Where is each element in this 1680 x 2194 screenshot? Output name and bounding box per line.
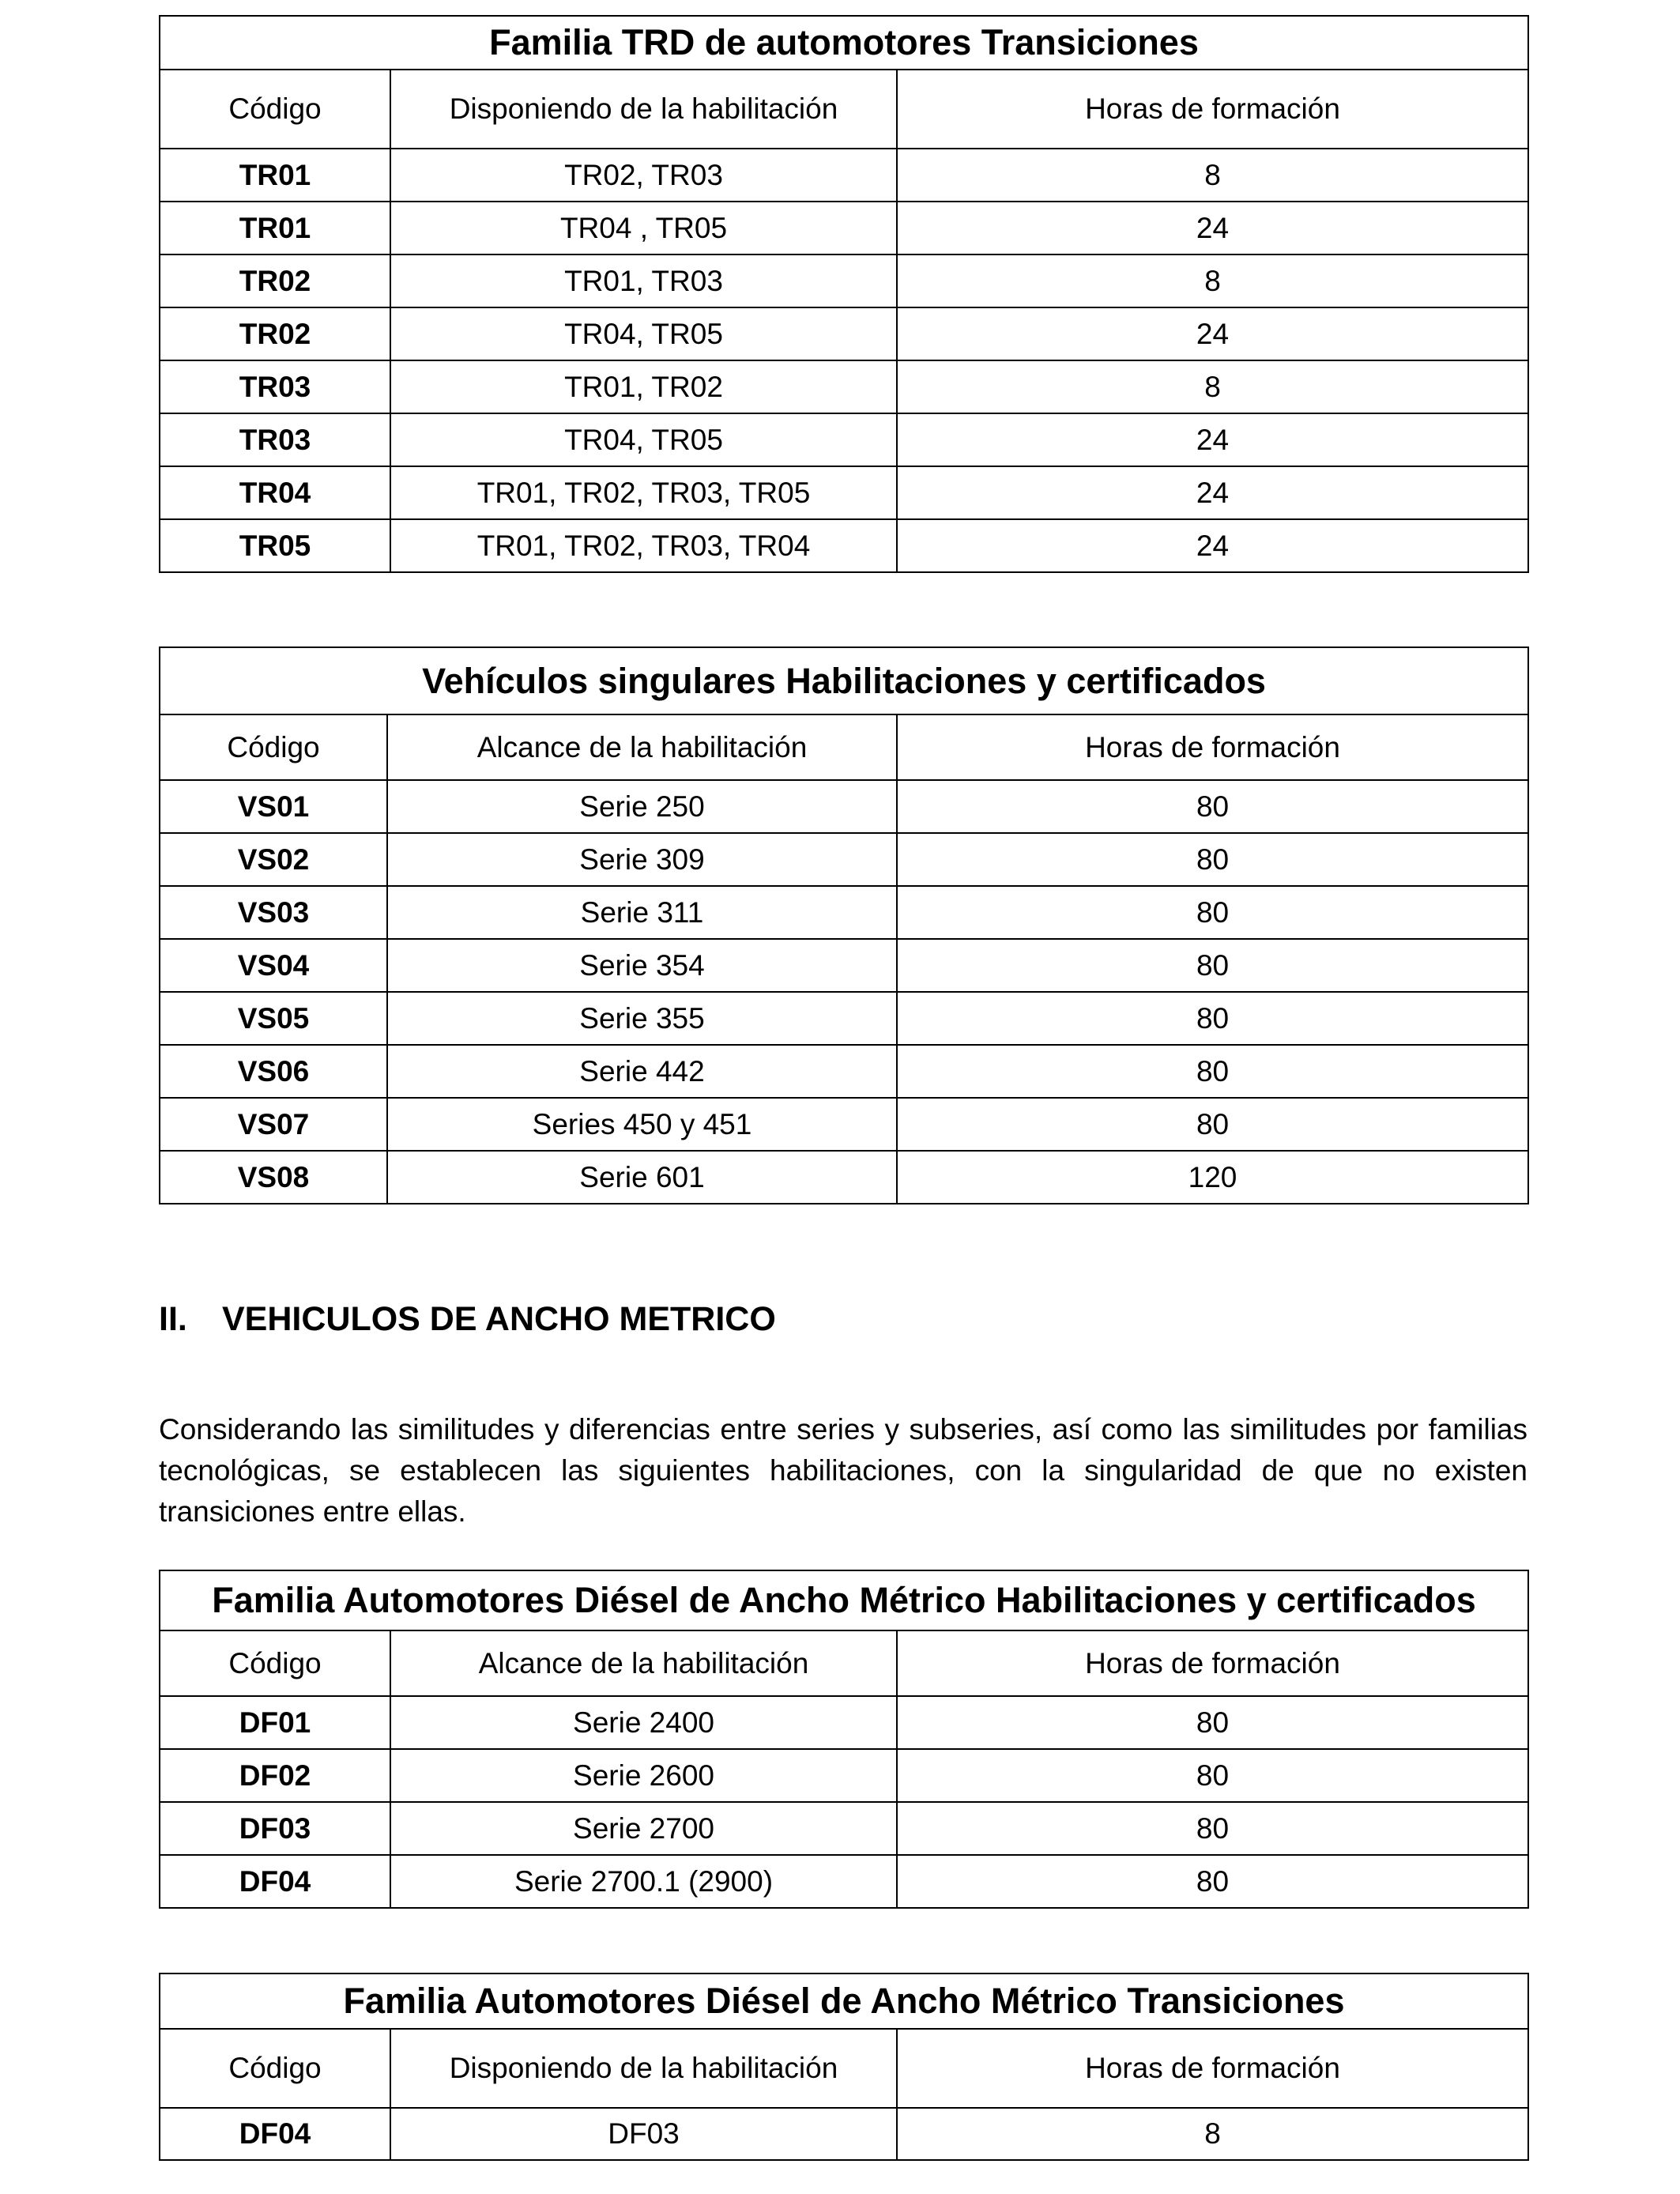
cell-horas: 8 — [897, 254, 1528, 307]
table-row — [160, 202, 1528, 254]
section-heading — [159, 1300, 776, 1339]
cell-alcance: Serie 309 — [387, 833, 897, 886]
table-row — [160, 1696, 1528, 1749]
cell-horas: 80 — [897, 1855, 1528, 1908]
cell-alcance: Serie 355 — [387, 992, 897, 1045]
cell-codigo: DF02 — [160, 1749, 390, 1802]
cell-horas: 80 — [897, 1749, 1528, 1802]
cell-horas: 8 — [897, 2108, 1528, 2160]
column-header-codigo: Código — [160, 70, 390, 149]
cell-codigo: VS06 — [160, 1045, 387, 1098]
cell-habilitacion: TR04, TR05 — [390, 413, 897, 466]
cell-horas: 24 — [897, 307, 1528, 360]
cell-horas: 24 — [897, 202, 1528, 254]
table-row — [160, 307, 1528, 360]
cell-codigo: VS07 — [160, 1098, 387, 1151]
cell-habilitacion: TR01, TR03 — [390, 254, 897, 307]
cell-alcance: Serie 601 — [387, 1151, 897, 1204]
cell-habilitacion: DF03 — [390, 2108, 897, 2160]
cell-codigo: VS05 — [160, 992, 387, 1045]
cell-codigo: VS04 — [160, 939, 387, 992]
cell-codigo: TR03 — [160, 360, 390, 413]
cell-alcance: Serie 442 — [387, 1045, 897, 1098]
cell-codigo: VS02 — [160, 833, 387, 886]
column-header-habilitacion: Disponiendo de la habilitación — [390, 2029, 897, 2108]
cell-alcance: Series 450 y 451 — [387, 1098, 897, 1151]
table-title: Familia Automotores Diésel de Ancho Métrico Transiciones — [160, 1973, 1528, 2029]
cell-horas: 80 — [897, 1045, 1528, 1098]
column-header-horas: Horas de formación — [897, 714, 1528, 780]
cell-alcance: Serie 2700.1 (2900) — [390, 1855, 897, 1908]
table-row — [160, 1749, 1528, 1802]
cell-horas: 8 — [897, 360, 1528, 413]
cell-alcance: Serie 2600 — [390, 1749, 897, 1802]
table-row — [160, 992, 1528, 1045]
table-diesel-transiciones — [159, 1973, 1529, 2161]
cell-codigo: TR05 — [160, 519, 390, 572]
cell-codigo: VS01 — [160, 780, 387, 833]
cell-codigo: VS08 — [160, 1151, 387, 1204]
table-row — [160, 360, 1528, 413]
column-header-alcance: Alcance de la habilitación — [387, 714, 897, 780]
cell-horas: 80 — [897, 992, 1528, 1045]
cell-codigo: TR01 — [160, 149, 390, 202]
cell-habilitacion: TR04, TR05 — [390, 307, 897, 360]
table-diesel-habilitaciones — [159, 1570, 1529, 1909]
cell-habilitacion: TR01, TR02, TR03, TR04 — [390, 519, 897, 572]
table-title: Familia Automotores Diésel de Ancho Métrico Habilitaciones y certificados — [160, 1570, 1528, 1630]
table-row — [160, 780, 1528, 833]
table-title: Familia TRD de automotores Transiciones — [160, 16, 1528, 70]
cell-horas: 80 — [897, 833, 1528, 886]
cell-horas: 24 — [897, 466, 1528, 519]
cell-horas: 80 — [897, 886, 1528, 939]
table-row — [160, 1151, 1528, 1204]
table-row — [160, 833, 1528, 886]
column-header-alcance: Alcance de la habilitación — [390, 1630, 897, 1696]
table-row — [160, 519, 1528, 572]
body-paragraph: Considerando las similitudes y diferencias entre series y subseries, así como las similitudes por familias tecnológicas, se establecen las siguientes habilitaciones, con la singularidad de que no existen transiciones entre ellas. — [159, 1413, 1527, 1528]
cell-habilitacion: TR01, TR02, TR03, TR05 — [390, 466, 897, 519]
cell-codigo: TR01 — [160, 202, 390, 254]
cell-codigo: TR02 — [160, 307, 390, 360]
cell-codigo: DF01 — [160, 1696, 390, 1749]
cell-alcance: Serie 250 — [387, 780, 897, 833]
table-row — [160, 1802, 1528, 1855]
table-row — [160, 1045, 1528, 1098]
cell-codigo: VS03 — [160, 886, 387, 939]
cell-horas: 8 — [897, 149, 1528, 202]
cell-codigo: TR03 — [160, 413, 390, 466]
table-row — [160, 466, 1528, 519]
table-row — [160, 939, 1528, 992]
table-row — [160, 254, 1528, 307]
table-vehiculos-singulares — [159, 647, 1529, 1204]
cell-horas: 120 — [897, 1151, 1528, 1204]
column-header-horas: Horas de formación — [897, 1630, 1528, 1696]
section-title: VEHICULOS DE ANCHO METRICO — [222, 1300, 776, 1338]
cell-horas: 24 — [897, 413, 1528, 466]
column-header-horas: Horas de formación — [897, 2029, 1528, 2108]
cell-codigo: DF04 — [160, 2108, 390, 2160]
table-row — [160, 149, 1528, 202]
table-row — [160, 1098, 1528, 1151]
cell-habilitacion: TR04 , TR05 — [390, 202, 897, 254]
section-number: II. — [159, 1300, 187, 1338]
table-row — [160, 886, 1528, 939]
cell-codigo: DF03 — [160, 1802, 390, 1855]
cell-horas: 24 — [897, 519, 1528, 572]
column-header-codigo: Código — [160, 1630, 390, 1696]
cell-codigo: TR02 — [160, 254, 390, 307]
cell-alcance: Serie 354 — [387, 939, 897, 992]
cell-horas: 80 — [897, 1802, 1528, 1855]
table-title: Vehículos singulares Habilitaciones y certificados — [160, 647, 1528, 714]
cell-codigo: TR04 — [160, 466, 390, 519]
cell-alcance: Serie 311 — [387, 886, 897, 939]
cell-habilitacion: TR01, TR02 — [390, 360, 897, 413]
cell-habilitacion: TR02, TR03 — [390, 149, 897, 202]
cell-alcance: Serie 2400 — [390, 1696, 897, 1749]
cell-codigo: DF04 — [160, 1855, 390, 1908]
cell-horas: 80 — [897, 939, 1528, 992]
cell-horas: 80 — [897, 1696, 1528, 1749]
cell-horas: 80 — [897, 780, 1528, 833]
column-header-codigo: Código — [160, 2029, 390, 2108]
table-row — [160, 413, 1528, 466]
column-header-horas: Horas de formación — [897, 70, 1528, 149]
cell-alcance: Serie 2700 — [390, 1802, 897, 1855]
column-header-codigo: Código — [160, 714, 387, 780]
cell-horas: 80 — [897, 1098, 1528, 1151]
table-row — [160, 1855, 1528, 1908]
table-trd-transiciones — [159, 15, 1529, 573]
table-row — [160, 2108, 1528, 2160]
column-header-habilitacion: Disponiendo de la habilitación — [390, 70, 897, 149]
